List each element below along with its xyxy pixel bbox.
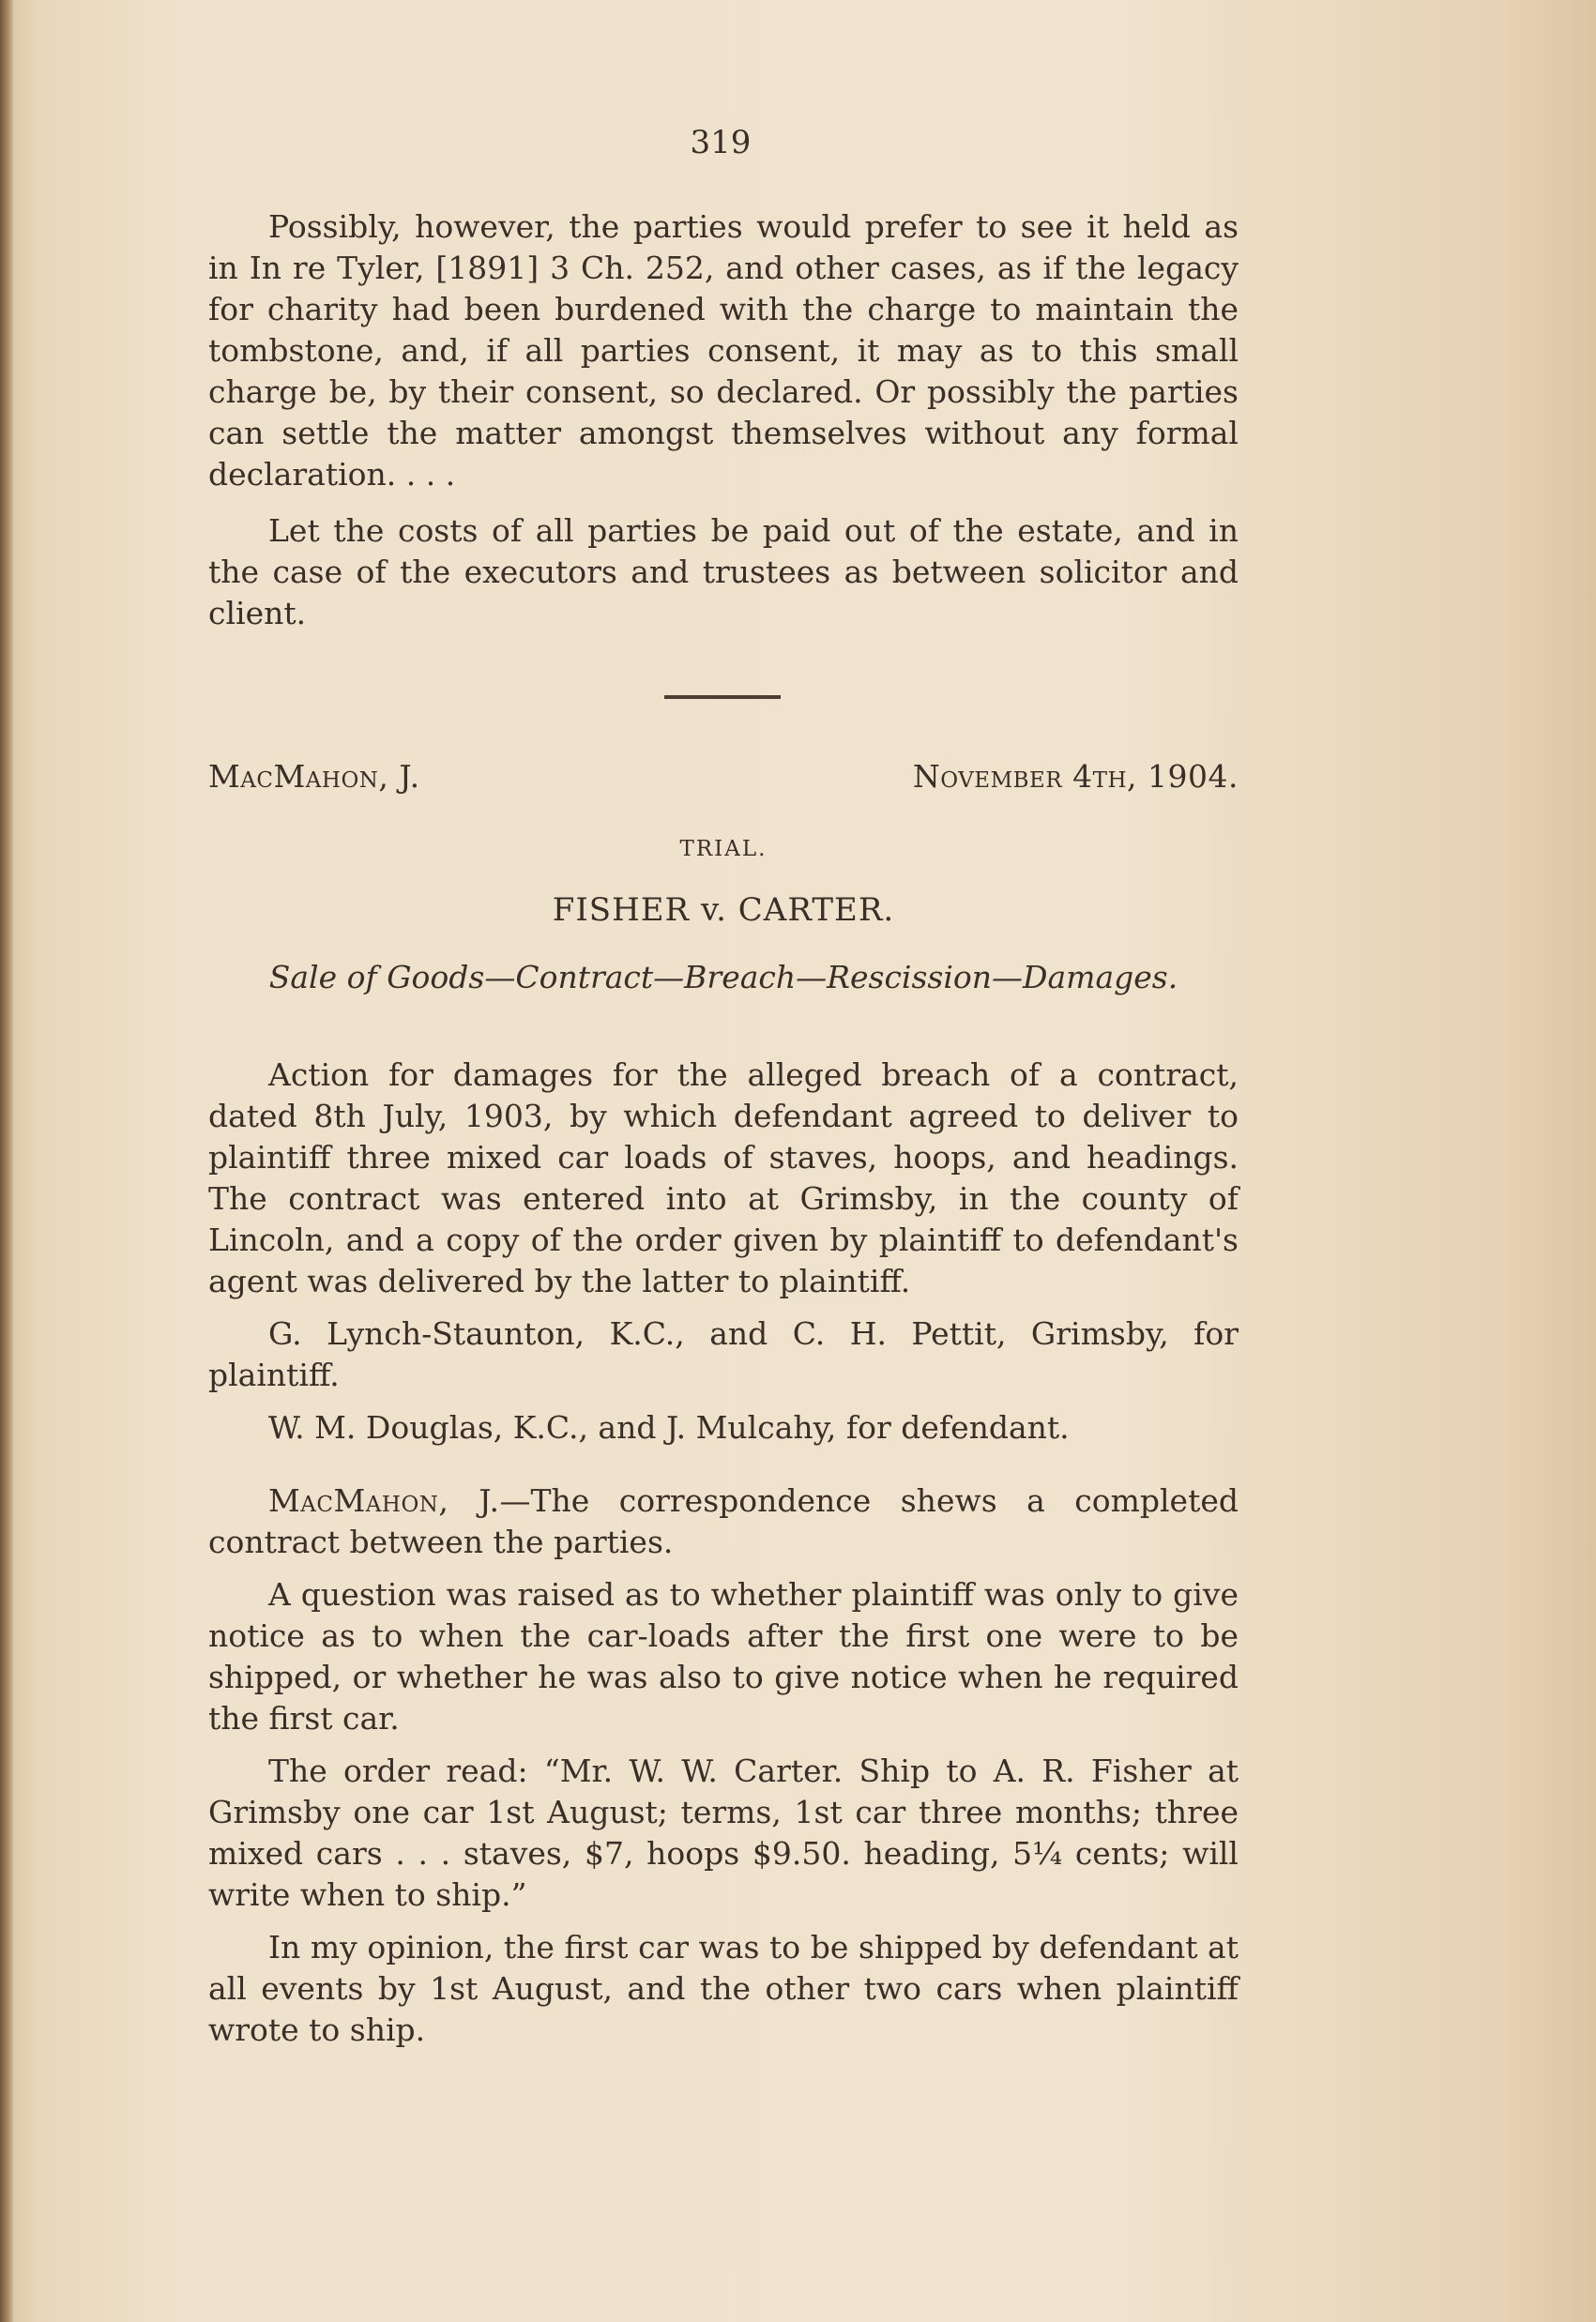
- paragraph-opinion: In my opinion, the first car was to be shipped by defendant at all events by 1st August, and the other two cars when plaintiff wrote to ship.: [208, 1929, 1239, 2048]
- top-text-block: [208, 206, 1239, 634]
- paragraph-counsel-plaintiff: G. Lynch-Staunton, K.C., and C. H. Pettit, Grimsby, for plaintiff.: [208, 1315, 1239, 1393]
- headnote: Sale of Goods—Contract—Breach—Rescission—Damages.: [268, 959, 1178, 995]
- case-body-block: [208, 1055, 1239, 2051]
- case-title: FISHER v. CARTER.: [552, 891, 895, 929]
- judge-date-line: [208, 756, 1239, 797]
- judge-name: MacMahon, J.: [208, 758, 420, 795]
- paragraph-counsel-defendant: W. M. Douglas, K.C., and J. Mulcahy, for defendant.: [268, 1409, 1070, 1446]
- decision-date: November 4th, 1904.: [912, 758, 1239, 795]
- paragraph-costs: Let the costs of all parties be paid out of the estate, and in the case of the executors and trustees as between solicitor and client.: [208, 512, 1239, 631]
- judgment-opening-text: —The correspondence shews a completed contract between the parties.: [208, 1482, 1239, 1560]
- paragraph-action: Action for damages for the alleged breach of a contract, dated 8th July, 1903, by which defendant agreed to deliver to plaintiff three mixed car loads of staves, hoops, and headings. The contract was entered into at Grimsby, in the county of Lincoln, and a copy of the order given by plaintiff to defendant's agent was delivered by the latter to plaintiff.: [208, 1056, 1239, 1299]
- paragraph-question: A question was raised as to whether plaintiff was only to give notice as to when the car-loads after the first one were to be shipped, or whether he was also to give notice when he required the first car.: [208, 1576, 1239, 1737]
- section-divider: [664, 695, 781, 699]
- paragraph-judgment-opening: [208, 1480, 1239, 1563]
- paragraph-possibly: Possibly, however, the parties would prefer to see it held as in In re Tyler, [1891] 3 Ch. 252, and other cases, as if the legacy for charity had been burdened with the charge to maintain the tombstone, and, if all parties consent, it may as to this small charge be, by their consent, so declared. Or possibly the parties can settle the matter amongst themselves without any formal declaration. . . .: [208, 208, 1239, 493]
- judgment-judge-name: MacMahon, J.: [268, 1482, 500, 1519]
- page-binding-edge: [0, 0, 13, 2322]
- paragraph-order: The order read: “Mr. W. W. Carter. Ship to A. R. Fisher at Grimsby one car 1st August; terms, 1st car three months; three mixed cars . . . staves, $7, hoops $9.50. heading, 5¼ cents; will write when to ship.”: [208, 1753, 1239, 1913]
- proceeding-label: TRIAL.: [679, 837, 768, 861]
- case-header-block: [208, 756, 1239, 998]
- page-number: 319: [690, 124, 752, 161]
